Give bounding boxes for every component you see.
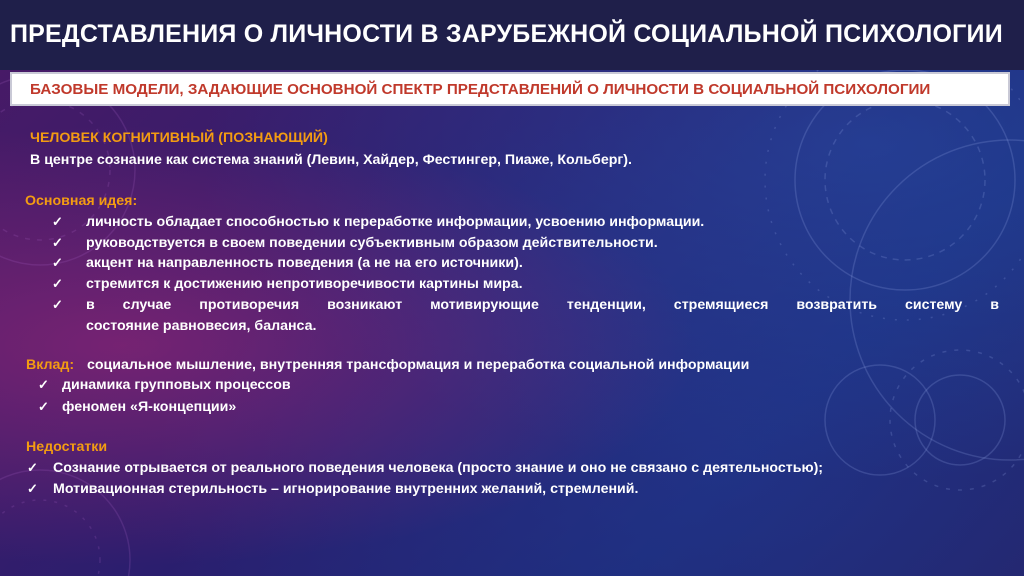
main-idea-item: в случае противоречия возникают мотивирующие тенденции, стремящиеся возвратить систему в: [86, 297, 999, 313]
main-idea-item: акцент на направленность поведения (а не на его источники).: [86, 255, 523, 271]
drawbacks-heading: Недостатки: [26, 439, 108, 455]
main-idea-item: личность обладает способностью к переработке информации, усвоению информации.: [86, 214, 705, 230]
main-idea-item-continuation: состояние равновесия, баланса.: [86, 318, 317, 334]
check-icon: ✓: [52, 235, 63, 250]
check-icon: ✓: [52, 297, 63, 312]
check-icon: ✓: [38, 377, 49, 392]
check-icon: ✓: [27, 481, 38, 496]
check-icon: ✓: [52, 255, 63, 270]
contribution-heading: Вклад:: [26, 357, 75, 373]
check-icon: ✓: [27, 460, 38, 475]
contribution-item: феномен «Я-концепции»: [62, 399, 237, 415]
drawback-item: Сознание отрывается от реального поведения человека (просто знание и оно не связано с деятельностью);: [53, 460, 824, 476]
drawback-item: Мотивационная стерильность – игнорирование внутренних желаний, стремлений.: [53, 481, 639, 497]
main-idea-heading: Основная идея:: [25, 193, 138, 209]
check-icon: ✓: [38, 399, 49, 414]
main-idea-item: стремится к достижению непротиворечивости картины мира.: [86, 276, 523, 292]
contribution-item: динамика групповых процессов: [62, 377, 291, 393]
subtitle: БАЗОВЫЕ МОДЕЛИ, ЗАДАЮЩИЕ ОСНОВНОЙ СПЕКТР ПРЕДСТАВЛЕНИЙ О ЛИЧНОСТИ В СОЦИАЛЬНОЙ ПСИХОЛОГИИ: [30, 81, 931, 98]
main-idea-item: руководствуется в своем поведении субъективным образом действительности.: [86, 235, 658, 251]
model-heading: ЧЕЛОВЕК КОГНИТИВНЫЙ (ПОЗНАЮЩИЙ): [30, 130, 328, 146]
subtitle-box: [10, 72, 1010, 106]
header-bar: [0, 0, 1024, 70]
check-icon: ✓: [52, 276, 63, 291]
contribution-text: социальное мышление, внутренняя трансформация и переработка социальной информации: [87, 357, 750, 373]
page-title: ПРЕДСТАВЛЕНИЯ О ЛИЧНОСТИ В ЗАРУБЕЖНОЙ СОЦИАЛЬНОЙ ПСИХОЛОГИИ: [10, 20, 1003, 48]
model-description: В центре сознание как система знаний (Левин, Хайдер, Фестингер, Пиаже, Кольберг).: [30, 152, 632, 168]
check-icon: ✓: [52, 214, 63, 229]
